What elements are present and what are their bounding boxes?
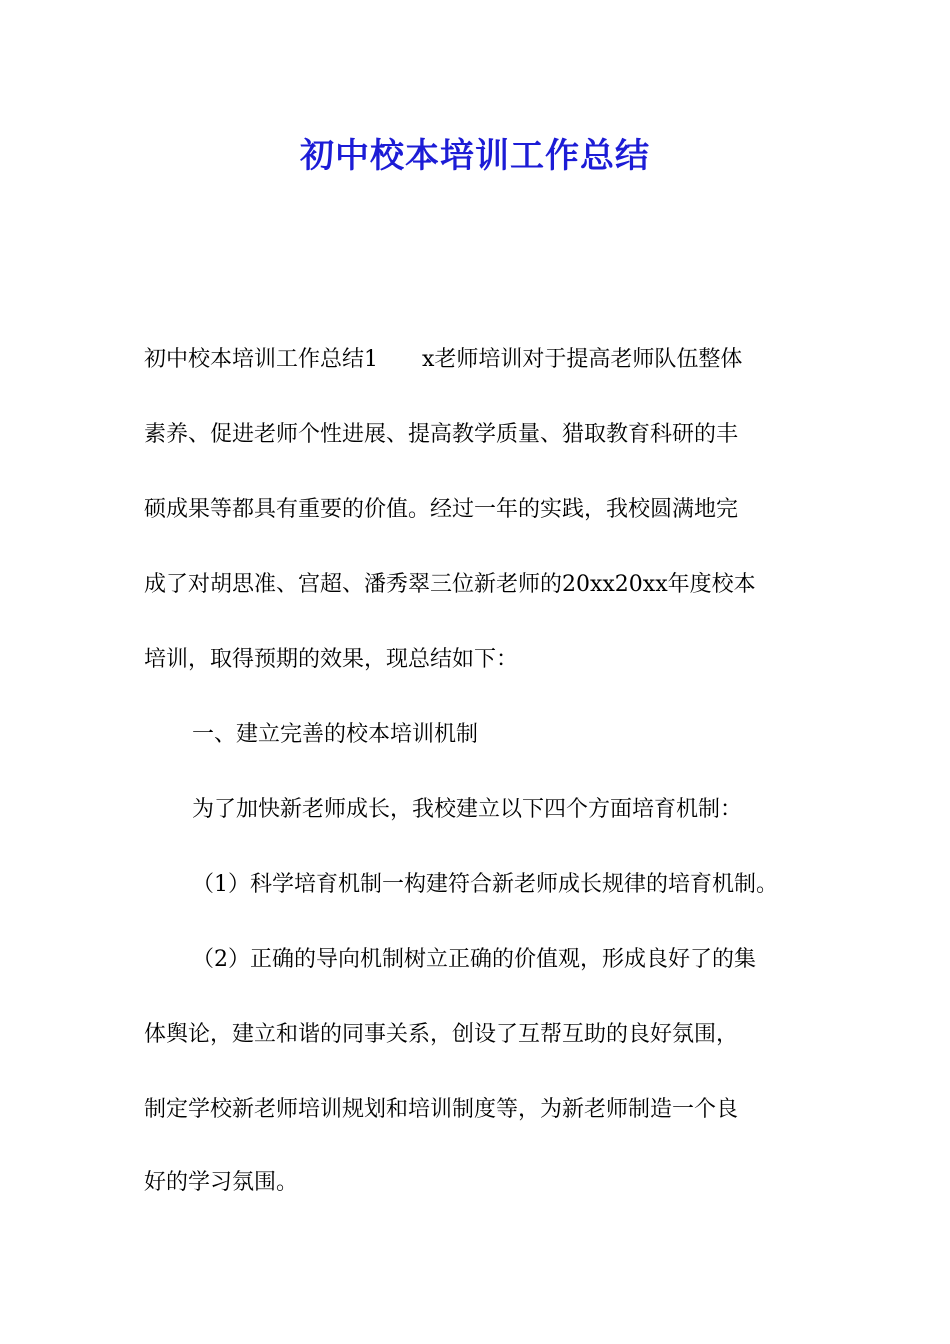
body-line-5: 培训，取得预期的效果，现总结如下： bbox=[144, 647, 519, 672]
body-line-1 bbox=[144, 345, 742, 375]
body-line-2: 素养、促进老师个性进展、提高教学质量、猎取教育科研的丰 bbox=[144, 422, 739, 447]
body-line-4: 成了对胡思准、宫超、潘秀翠三位新老师的20xx20xx年度校本 bbox=[144, 572, 756, 597]
body-line-1-heading: 初中校本培训工作总结1 bbox=[144, 347, 378, 372]
list-item-1: （1）科学培育机制一构建符合新老师成长规律的培育机制。 bbox=[192, 872, 778, 897]
body-line-11: 制定学校新老师培训规划和培训制度等，为新老师制造一个良 bbox=[144, 1097, 739, 1122]
body-line-12: 好的学习氛围。 bbox=[144, 1170, 299, 1195]
document-title: 初中校本培训工作总结 bbox=[300, 136, 650, 176]
list-item-2: （2）正确的导向机制树立正确的价值观，形成良好了的集 bbox=[192, 947, 756, 972]
body-line-3: 硕成果等都具有重要的价值。经过一年的实践，我校圆满地完 bbox=[144, 497, 739, 522]
body-line-1-text: x老师培训对于提高老师队伍整体 bbox=[422, 347, 743, 372]
body-line-10: 体舆论，建立和谐的同事关系，创设了互帮互助的良好氛围， bbox=[144, 1022, 739, 1047]
body-line-7: 为了加快新老师成长，我校建立以下四个方面培育机制： bbox=[192, 797, 743, 822]
section-heading: 一、建立完善的校本培训机制 bbox=[192, 722, 479, 747]
